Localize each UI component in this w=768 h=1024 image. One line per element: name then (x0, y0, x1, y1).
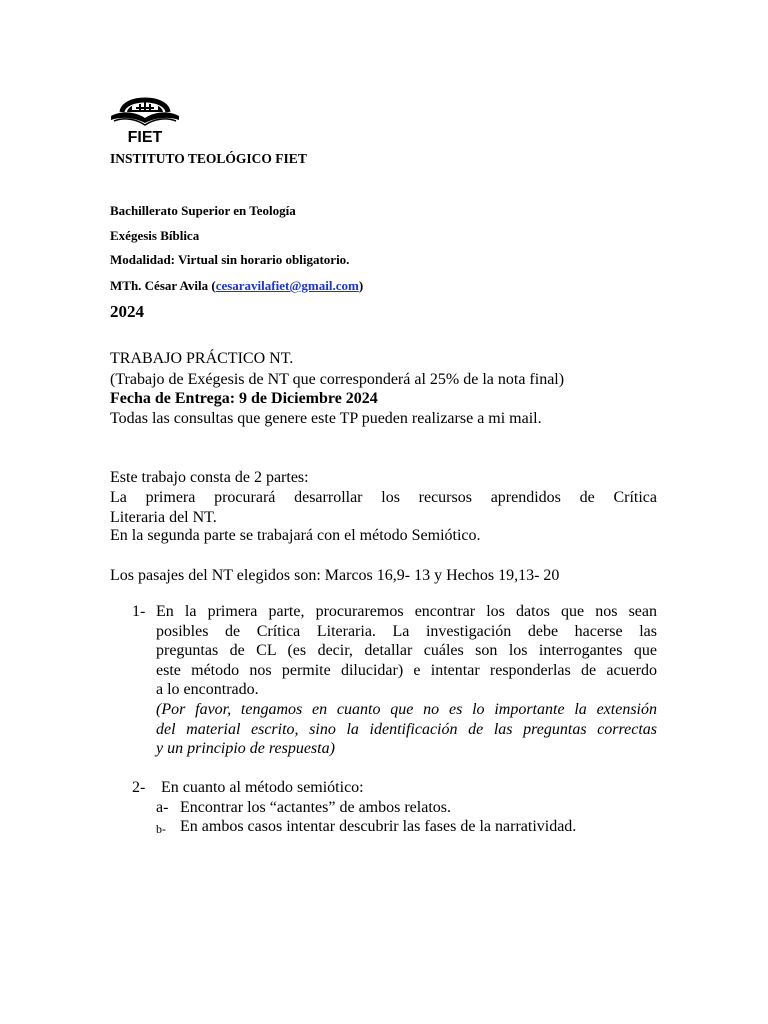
deadline: Fecha de Entrega: 9 de Diciembre 2024 (110, 390, 378, 407)
teacher-line (110, 278, 363, 294)
list-item-note-line: del material escrito, sino la identificación de las preguntas correctas (156, 720, 657, 738)
list-item-content (156, 602, 657, 759)
assignment-subtitle: (Trabajo de Exégesis de NT que corresponderá al 25% de la nota final) (110, 371, 565, 388)
first-part-line: Literaria del NT. (110, 508, 217, 526)
passages: Los pasajes del NT elegidos son: Marcos 16,9- 13 y Hechos 19,13- 20 (110, 567, 560, 584)
parts-intro: Este trabajo consta de 2 partes: (110, 469, 309, 486)
list-item-note-line: y un principio de respuesta) (156, 740, 335, 758)
fiet-logo-graphic (110, 86, 180, 144)
list-item-2-number: 2- (132, 779, 146, 796)
list-item-line: este método nos permite dilucidar) e intentar responderlas de acuerdo (156, 661, 657, 679)
teacher-name: MTh. César Avila ( (110, 278, 216, 293)
list-item-2-text: En cuanto al método semiótico: (161, 779, 364, 796)
institute-name: INSTITUTO TEOLÓGICO FIET (110, 151, 307, 166)
year: 2024 (110, 302, 144, 321)
list-item-line: posibles de Crítica Literaria. La investigación debe hacerse las (156, 622, 657, 640)
teacher-suffix: ) (358, 278, 364, 293)
program-name: Bachillerato Superior en Teología (110, 203, 296, 218)
fiet-logo (110, 86, 180, 144)
course-name: Exégesis Bíblica (110, 228, 200, 243)
teacher-email-link[interactable]: cesaravilafiet@gmail.com (215, 278, 359, 293)
first-part-line: La primera procurará desarrollar los recursos aprendidos de Crítica (110, 489, 657, 506)
first-part-description (110, 488, 657, 527)
list-item-note-line: (Por favor, tengamos en cuanto que no es lo importante la extensión (156, 700, 657, 718)
list-item-line: a lo encontrado. (156, 681, 259, 699)
list-item-1 (132, 602, 657, 762)
modality: Modalidad: Virtual sin horario obligatorio. (110, 252, 350, 267)
logo-text: FIET (127, 129, 163, 144)
sub-item-text: En ambos casos intentar descubrir las fases de la narratividad. (180, 818, 577, 835)
list-item-line: preguntas de CL (es decir, detallar cuáles son los interrogantes que (156, 642, 657, 660)
list-item-number: 1- (132, 603, 146, 620)
assignment-title: TRABAJO PRÁCTICO NT. (110, 350, 294, 367)
second-part-description: En la segunda parte se trabajará con el método Semiótico. (110, 527, 481, 544)
sub-item-text: Encontrar los “actantes” de ambos relatos. (180, 799, 451, 816)
consultations-note: Todas las consultas que genere este TP pueden realizarse a mi mail. (110, 410, 542, 427)
sub-item-marker: a- (156, 799, 169, 816)
list-item-line: En la primera parte, procuraremos encontrar los datos que nos sean (156, 603, 657, 620)
sub-item-marker: b- (156, 822, 166, 836)
